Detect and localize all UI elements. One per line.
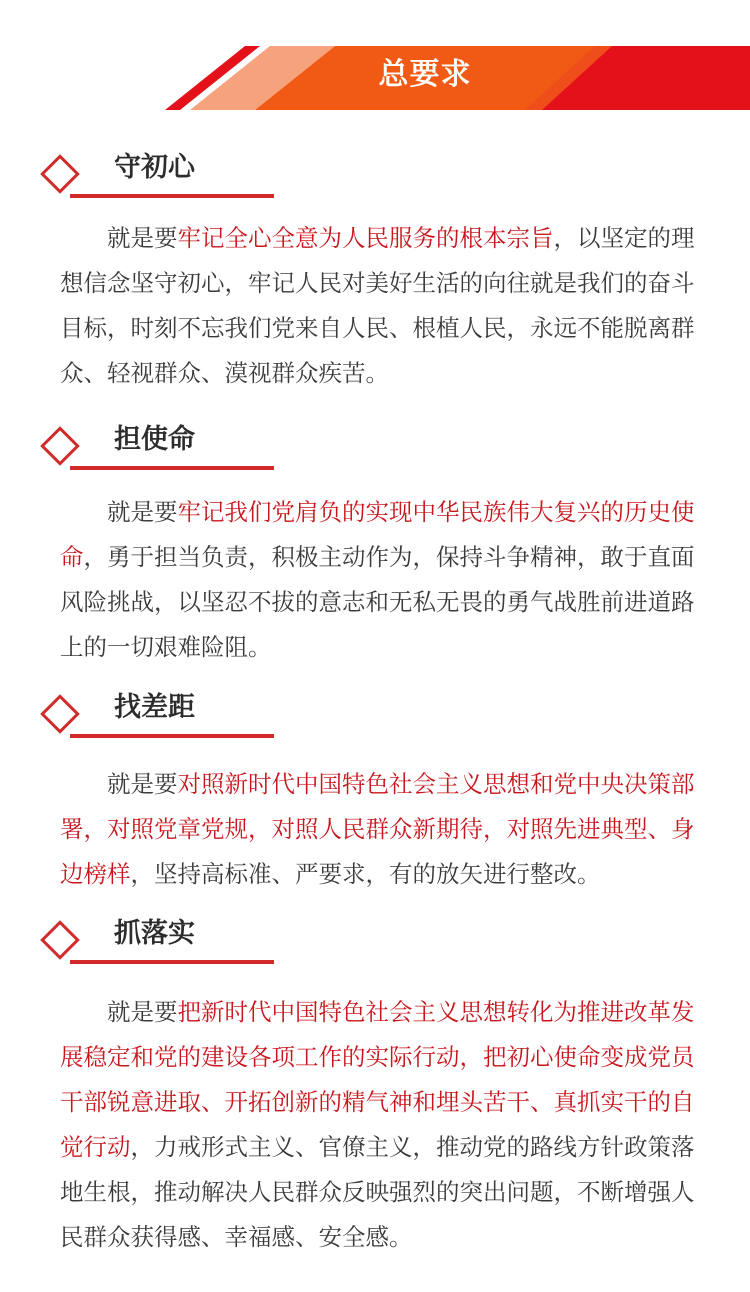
section-title: 找差距 (114, 692, 195, 723)
section-header-zhualuoshi (0, 914, 300, 974)
section-title: 担使命 (114, 424, 195, 455)
section-header-shouchuxin (0, 148, 300, 208)
text-segment: ，以坚定的理想信念坚守初心，牢记人民对美好生活的向往就是我们的奋斗目标，时刻不忘我们党来自人民、根植人民，永远不能脱离群众、轻视群众、漠视群众疾苦。 (60, 224, 695, 387)
diamond-icon (40, 426, 80, 466)
highlight-text: 对照新时代中国特色社会主义思想和党中央决策部署，对照党章党规，对照人民群众新期待，对照先进典型、身边榜样 (60, 770, 695, 888)
section-paragraph (60, 762, 700, 897)
text-segment: ，力戒形式主义、官僚主义，推动党的路线方针政策落地生根，推动解决人民群众反映强烈的突出问题，不断增强人民群众获得感、幸福感、安全感。 (60, 1133, 695, 1251)
section-underline (70, 960, 274, 964)
section-paragraph (60, 216, 700, 396)
highlight-text: 牢记全心全意为人民服务的根本宗旨 (177, 224, 554, 252)
section-paragraph (60, 490, 700, 670)
text-segment: 就是要 (107, 224, 178, 252)
text-segment: 就是要 (107, 998, 178, 1026)
diamond-icon (40, 154, 80, 194)
highlight-text: 把新时代中国特色社会主义思想转化为推进改革发展稳定和党的建设各项工作的实际行动，把初心使命变成党员干部锐意进取、开拓创新的精气神和埋头苦干、真抓实干的自觉行动 (60, 998, 695, 1161)
text-segment: 就是要 (107, 770, 178, 798)
text-segment: ，坚持高标准、严要求，有的放矢进行整改。 (130, 860, 601, 888)
section-title: 抓落实 (114, 918, 195, 949)
banner (0, 40, 750, 112)
text-segment: ，勇于担当负责，积极主动作为，保持斗争精神，敢于直面风险挑战，以坚忍不拔的意志和无私无畏的勇气战胜前进道路上的一切艰难险阻。 (60, 543, 695, 661)
section-title: 守初心 (114, 152, 195, 183)
diamond-icon (40, 694, 80, 734)
banner-title: 总要求 (378, 57, 472, 92)
section-underline (70, 734, 274, 738)
highlight-text: 牢记我们党肩负的实现中华民族伟大复兴的历史使命 (60, 498, 695, 571)
section-header-danshiming (0, 420, 300, 480)
section-header-zhaochaju (0, 688, 300, 748)
text-segment: 就是要 (107, 498, 178, 526)
section-paragraph (60, 990, 700, 1260)
section-underline (70, 466, 274, 470)
diamond-icon (40, 920, 80, 960)
section-underline (70, 194, 274, 198)
